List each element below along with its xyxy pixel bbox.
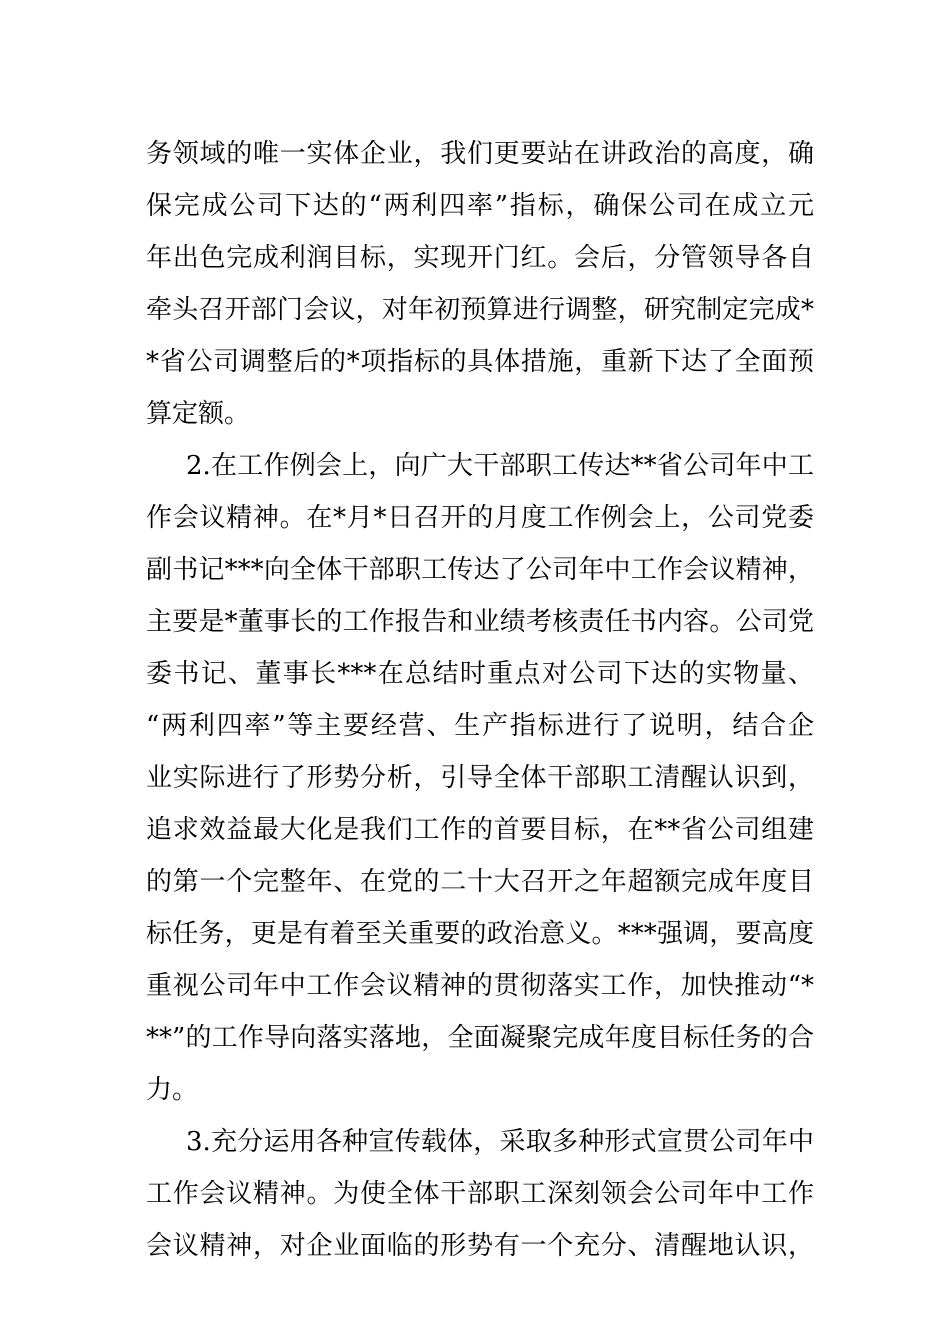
text-line: 的第一个完整年、在党的二十大召开之年超额完成年度目 <box>146 867 814 897</box>
text-line: “两利四率”等主要经营、生产指标进行了说明，结合企 <box>146 711 814 741</box>
text-line: 标任务，更是有着至关重要的政治意义。***强调，要高度 <box>146 919 814 949</box>
text-line: 工作会议精神。为使全体干部职工深刻领会公司年中工作 <box>146 1179 814 1209</box>
text-line: 业实际进行了形势分析，引导全体干部职工清醒认识到， <box>146 763 814 793</box>
text-line: 副书记***向全体干部职工传达了公司年中工作会议精神， <box>146 555 814 585</box>
text-line: 重视公司年中工作会议精神的贯彻落实工作，加快推动“* <box>146 971 814 1001</box>
paragraph-1 <box>146 128 814 440</box>
text-line: 牵头召开部门会议，对年初预算进行调整，研究制定完成* <box>146 295 814 325</box>
text-line: 保完成公司下达的“两利四率”指标，确保公司在成立元 <box>146 191 814 221</box>
text-line: 年出色完成利润目标，实现开门红。会后，分管领导各自 <box>146 243 814 273</box>
text-line: 作会议精神。在*月*日召开的月度工作例会上，公司党委 <box>146 503 814 533</box>
document-body <box>146 128 814 1272</box>
text-line: 算定额。 <box>146 399 251 429</box>
text-line: 会议精神，对企业面临的形势有一个充分、清醒地认识， <box>146 1231 814 1261</box>
text-line: *省公司调整后的*项指标的具体措施，重新下达了全面预 <box>146 347 814 377</box>
text-line: 主要是*董事长的工作报告和业绩考核责任书内容。公司党 <box>146 607 814 637</box>
text-line: 委书记、董事长***在总结时重点对公司下达的实物量、 <box>146 659 814 689</box>
text-line: 务领域的唯一实体企业，我们更要站在讲政治的高度，确 <box>146 139 814 169</box>
text-line: 2.在工作例会上，向广大干部职工传达**省公司年中工 <box>186 451 814 481</box>
text-line: 3.充分运用各种宣传载体，采取多种形式宣贯公司年中 <box>186 1127 814 1157</box>
text-line: 力。 <box>146 1075 199 1105</box>
text-line: **”的工作导向落实落地，全面凝聚完成年度目标任务的合 <box>146 1023 814 1053</box>
text-line: 追求效益最大化是我们工作的首要目标，在**省公司组建 <box>146 815 814 845</box>
paragraph-3 <box>146 1116 814 1272</box>
paragraph-2 <box>146 440 814 1116</box>
